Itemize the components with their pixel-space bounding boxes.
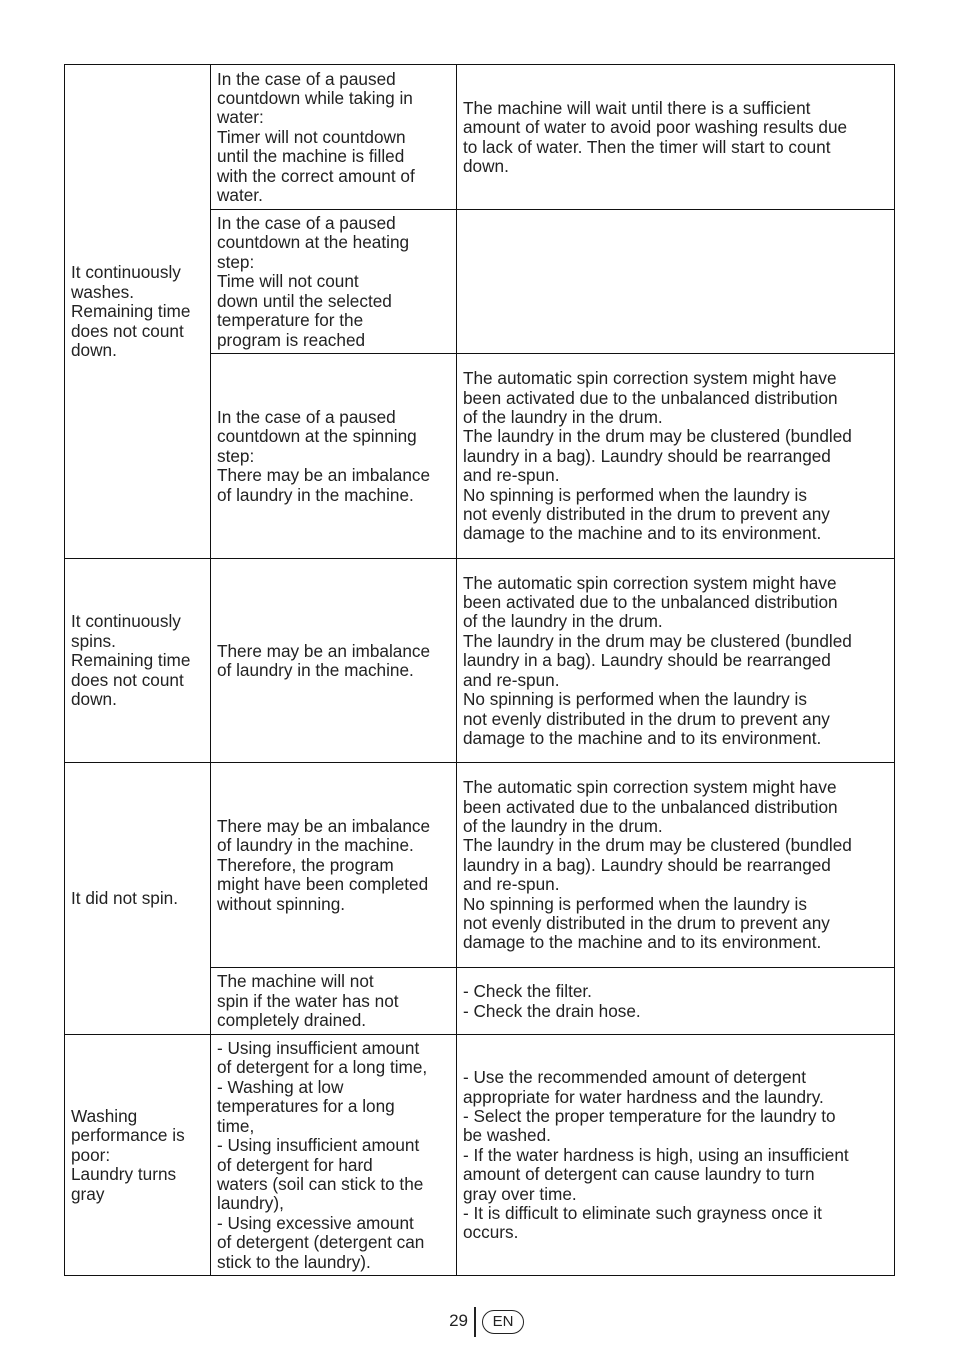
- table-row: [65, 65, 895, 210]
- cause-cell: In the case of a paused countdown at the spinning step: There may be an imbalance of laundry in the machine.: [211, 354, 457, 559]
- table-row: [65, 559, 895, 763]
- solution-cell: The automatic spin correction system might have been activated due to the unbalanced distribution of the laundry in the drum. The laundry in the drum may be clustered (bundled laundry in a bag). Laundry should be rearranged and re-spun. No spinning is performed when the laundry is not evenly distributed in the drum to prevent any damage to the machine and to its environment.: [457, 559, 895, 763]
- cause-cell: There may be an imbalance of laundry in the machine.: [211, 559, 457, 763]
- table-row: [65, 1035, 895, 1276]
- page-number: 29: [449, 1311, 468, 1330]
- cause-cell: The machine will not spin if the water has not completely drained.: [211, 968, 457, 1035]
- cause-cell: There may be an imbalance of laundry in the machine. Therefore, the program might have been completed without spinning.: [211, 763, 457, 968]
- symptom-cell: Washing performance is poor: Laundry turns gray: [65, 1035, 211, 1276]
- solution-cell: [457, 210, 895, 354]
- solution-cell: - Use the recommended amount of detergent appropriate for water hardness and the laundry. - Select the proper temperature for the laundry to be washed. - If the water hardness is high, using an insufficient amount of detergent can cause laundry to turn gray over time. - It is difficult to eliminate such grayness once it occurs.: [457, 1035, 895, 1276]
- solution-cell: The automatic spin correction system might have been activated due to the unbalanced distribution of the laundry in the drum. The laundry in the drum may be clustered (bundled laundry in a bag). Laundry should be rearranged and re-spun. No spinning is performed when the laundry is not evenly distributed in the drum to prevent any damage to the machine and to its environment.: [457, 763, 895, 968]
- cause-cell: - Using insufficient amount of detergent for a long time, - Washing at low temperatures for a long time, - Using insufficient amount of detergent for hard waters (soil can stick to the laundry), - Using excessive amount of detergent (detergent can stick to the laundry).: [211, 1035, 457, 1276]
- language-badge: EN: [482, 1310, 524, 1334]
- cause-cell: In the case of a paused countdown at the heating step: Time will not count down until the selected temperature for the program is reached: [211, 210, 457, 354]
- symptom-cell: It continuously washes. Remaining time does not count down.: [65, 65, 211, 559]
- solution-cell: - Check the filter. - Check the drain hose.: [457, 968, 895, 1035]
- solution-cell: The automatic spin correction system might have been activated due to the unbalanced distribution of the laundry in the drum. The laundry in the drum may be clustered (bundled laundry in a bag). Laundry should be rearranged and re-spun. No spinning is performed when the laundry is not evenly distributed in the drum to prevent any damage to the machine and to its environment.: [457, 354, 895, 559]
- solution-cell: The machine will wait until there is a sufficient amount of water to avoid poor washing results due to lack of water. Then the timer will start to count down.: [457, 65, 895, 210]
- footer-divider: [474, 1307, 476, 1337]
- symptom-cell: It continuously spins. Remaining time does not count down.: [65, 559, 211, 763]
- page-footer: [0, 1307, 954, 1339]
- cause-cell: In the case of a paused countdown while taking in water: Timer will not countdown until the machine is filled with the correct amount of water.: [211, 65, 457, 210]
- troubleshooting-table: [64, 64, 895, 1276]
- symptom-cell: It did not spin.: [65, 763, 211, 1035]
- table-row: [65, 763, 895, 968]
